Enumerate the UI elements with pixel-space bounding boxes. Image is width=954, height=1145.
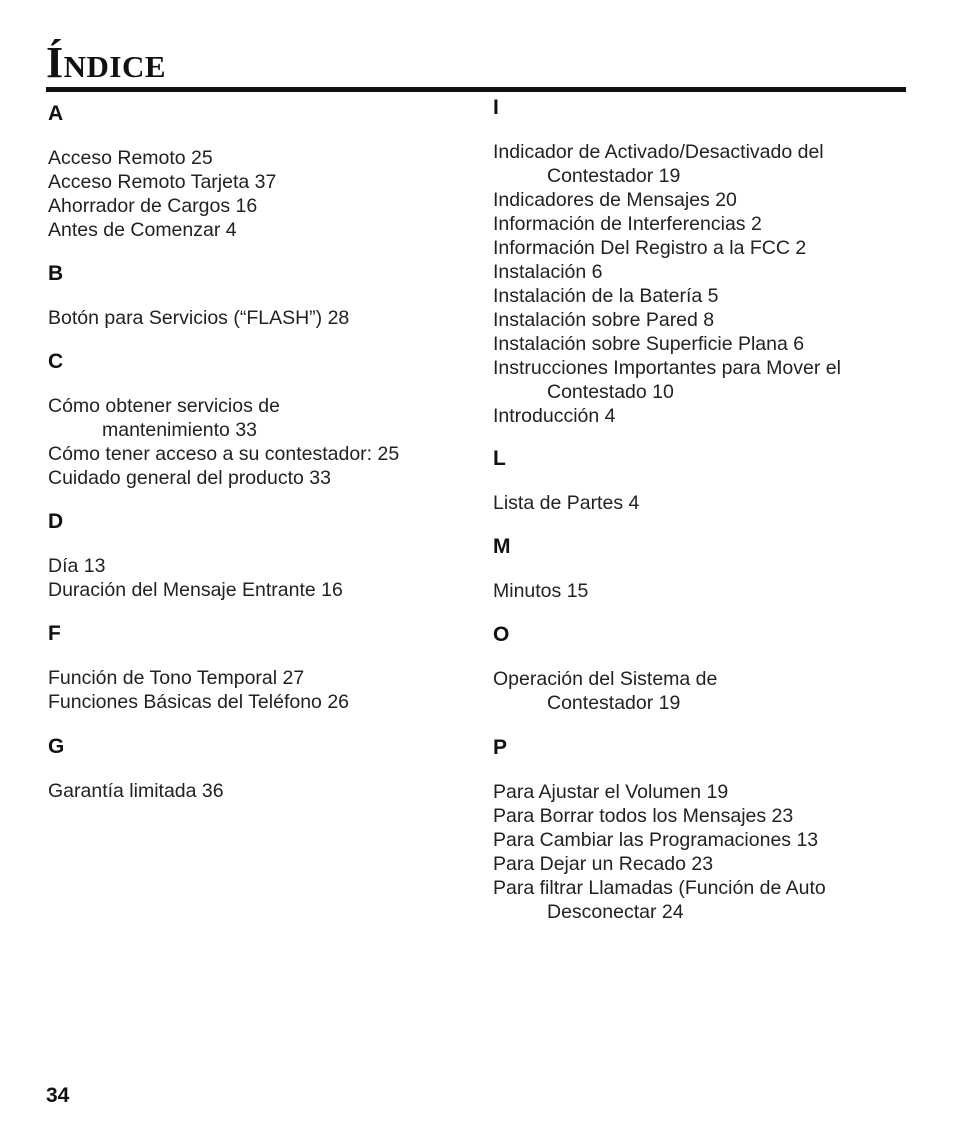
index-entries [493, 780, 913, 924]
index-entry-text: Lista de Partes 4 [493, 492, 640, 514]
index-entry-text: Garantía limitada 36 [48, 780, 224, 802]
index-section-d [48, 510, 468, 602]
index-entry-text: Información Del Registro a la FCC 2 [493, 237, 807, 259]
section-letter: A [48, 102, 64, 125]
index-entry [493, 579, 913, 603]
index-entry-text: Antes de Comenzar 4 [48, 219, 237, 241]
index-section-p [493, 736, 913, 924]
section-letter: G [48, 735, 65, 758]
index-entry-text: Minutos 15 [493, 580, 589, 602]
title-divider [46, 87, 906, 92]
index-entry [493, 876, 913, 924]
index-entry-text: Instalación sobre Superficie Plana 6 [493, 333, 805, 355]
index-entry-text: Día 13 [48, 555, 106, 577]
section-letter: D [48, 510, 64, 533]
index-entry-text: Ahorrador de Cargos 16 [48, 195, 258, 217]
index-entry-text: Instalación sobre Pared 8 [493, 309, 715, 331]
index-entry [48, 442, 468, 466]
index-entry [48, 779, 468, 803]
index-entry [48, 194, 468, 218]
index-entries [48, 146, 468, 242]
index-entry-text: Para Dejar un Recado 23 [493, 853, 714, 875]
section-letter: I [493, 96, 499, 119]
index-entry [493, 188, 913, 212]
index-entries [493, 579, 913, 603]
index-entry [48, 170, 468, 194]
index-entry-continuation: Desconectar 24 [547, 901, 684, 923]
index-entry-continuation: Contestador 19 [547, 692, 681, 714]
index-entry [48, 554, 468, 578]
index-entry-text: Botón para Servicios (“FLASH”) 28 [48, 307, 350, 329]
index-entry-text: Indicador de Activado/Desactivado del [493, 141, 824, 163]
index-entry-continuation: Contestado 10 [547, 381, 674, 403]
index-entry [48, 690, 468, 714]
index-entries [493, 491, 913, 515]
index-entry-text: Introducción 4 [493, 405, 616, 427]
index-entries [48, 554, 468, 602]
index-entry [493, 260, 913, 284]
index-entry [493, 780, 913, 804]
index-section-c [48, 350, 468, 490]
index-entry [493, 828, 913, 852]
index-entry [48, 146, 468, 170]
index-entry [48, 578, 468, 602]
index-entry [48, 666, 468, 690]
index-entry-text: Para Borrar todos los Mensajes 23 [493, 805, 794, 827]
index-entry [493, 667, 913, 715]
index-entry [48, 394, 468, 442]
index-section-l [493, 447, 913, 515]
index-section-m [493, 535, 913, 603]
index-entries [48, 666, 468, 714]
index-section-g [48, 735, 468, 803]
index-section-a [48, 102, 468, 242]
index-entries [493, 140, 913, 428]
index-entry-continuation: Contestador 19 [547, 165, 681, 187]
index-entries [48, 779, 468, 803]
index-entry [493, 236, 913, 260]
index-entry-text: Instalación 6 [493, 261, 603, 283]
index-entry-text: Acceso Remoto Tarjeta 37 [48, 171, 277, 193]
index-entry [48, 466, 468, 490]
index-entry [493, 491, 913, 515]
section-letter: F [48, 622, 61, 645]
index-section-b [48, 262, 468, 330]
index-entry [493, 852, 913, 876]
index-section-i [493, 96, 913, 428]
index-entry-text: Indicadores de Mensajes 20 [493, 189, 737, 211]
index-entry-text: Función de Tono Temporal 27 [48, 667, 305, 689]
index-entry-text: Información de Interferencias 2 [493, 213, 762, 235]
index-entry-text: Instalación de la Batería 5 [493, 285, 719, 307]
section-letter: P [493, 736, 508, 759]
index-entry [48, 306, 468, 330]
section-letter: M [493, 535, 511, 558]
index-entry-text: Para filtrar Llamadas (Función de Auto [493, 877, 826, 899]
index-entry-text: Cómo obtener servicios de [48, 395, 280, 417]
index-entry-text: Cuidado general del producto 33 [48, 467, 331, 489]
index-entry [493, 356, 913, 404]
index-entries [48, 306, 468, 330]
section-letter: B [48, 262, 64, 285]
index-entry-text: Operación del Sistema de [493, 668, 718, 690]
index-entry-text: Funciones Básicas del Teléfono 26 [48, 691, 350, 713]
index-entry-text: Instrucciones Importantes para Mover el [493, 357, 841, 379]
index-entry-continuation: mantenimiento 33 [102, 419, 258, 441]
section-letter: C [48, 350, 64, 373]
index-section-o [493, 623, 913, 715]
index-entry-text: Acceso Remoto 25 [48, 147, 213, 169]
section-letter: L [493, 447, 506, 470]
index-entry [493, 332, 913, 356]
index-entry [493, 284, 913, 308]
section-letter: O [493, 623, 510, 646]
index-entries [493, 667, 913, 715]
index-entry-text: Para Cambiar las Programaciones 13 [493, 829, 819, 851]
index-entry-text: Cómo tener acceso a su contestador: 25 [48, 443, 400, 465]
index-entry [48, 218, 468, 242]
index-entry [493, 404, 913, 428]
index-entry [493, 308, 913, 332]
index-entry [493, 804, 913, 828]
index-entry [493, 140, 913, 188]
index-section-f [48, 622, 468, 714]
page-number: 34 [46, 1084, 70, 1107]
index-entry [493, 212, 913, 236]
page-title: Índice [46, 38, 167, 87]
index-entry-text: Duración del Mensaje Entrante 16 [48, 579, 343, 601]
index-entries [48, 394, 468, 490]
index-entry-text: Para Ajustar el Volumen 19 [493, 781, 729, 803]
